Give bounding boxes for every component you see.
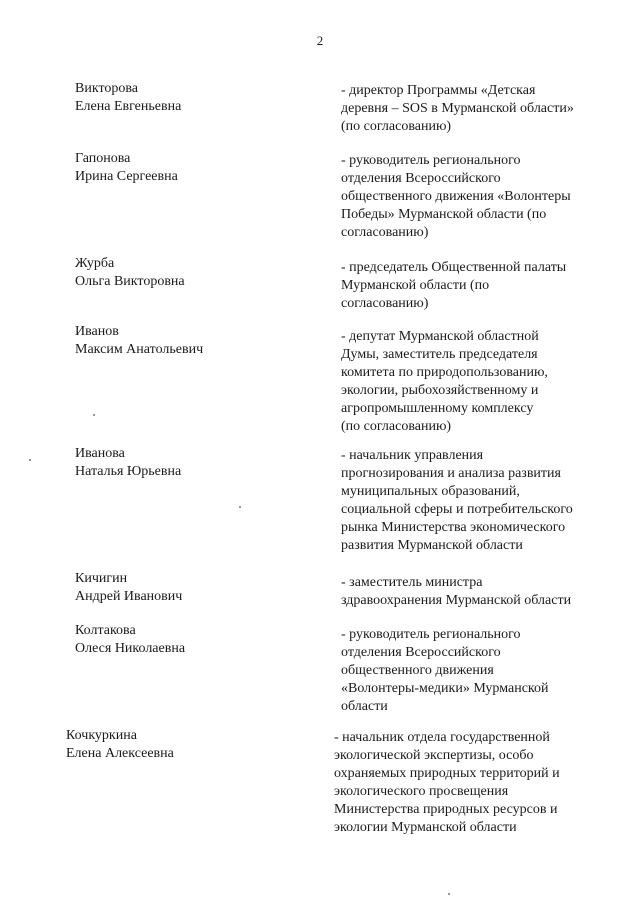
scan-speck [239, 506, 241, 508]
position-line: отделения Всероссийского [341, 645, 501, 660]
position-line: - начальник управления [341, 448, 484, 463]
position-line: социальной сферы и потребительского [341, 502, 573, 517]
position-line: - руководитель регионального [341, 153, 521, 168]
position-line: агропромышленному комплексу [341, 401, 534, 416]
surname: Иванова [75, 446, 125, 461]
position-line: общественного движения [341, 663, 494, 678]
member-name [66, 727, 296, 763]
given-names: Максим Анатольевич [75, 342, 204, 357]
member-name [75, 80, 305, 116]
surname: Гапонова [75, 151, 131, 166]
position-line: - директор Программы «Детская [341, 83, 536, 98]
position-line: согласованию) [341, 296, 429, 311]
position-line: Думы, заместитель председателя [341, 347, 538, 362]
position-line: экологии Мурманской области [334, 820, 517, 835]
given-names: Андрей Иванович [75, 589, 183, 604]
position-line: - руководитель регионального [341, 627, 521, 642]
surname: Кочкуркина [66, 728, 137, 743]
surname: Иванов [75, 324, 119, 339]
position-line: рынка Министерства экономического [341, 520, 566, 535]
position-line: экологической экспертизы, особо [334, 748, 534, 763]
position-line: (по согласованию) [341, 119, 452, 134]
position-line: общественного движения «Волонтеры [341, 189, 571, 204]
member-position [341, 574, 631, 610]
position-line: экологического просвещения [334, 784, 509, 799]
scan-speck [93, 414, 95, 416]
position-line: прогнозирования и анализа развития [341, 466, 561, 481]
member-name [75, 445, 305, 481]
surname: Викторова [75, 81, 139, 96]
given-names: Ирина Сергеевна [75, 169, 178, 184]
member-position [341, 328, 631, 436]
member-name [75, 150, 305, 186]
member-position [341, 82, 631, 136]
position-line: - начальник отдела государственной [334, 730, 550, 745]
member-position [341, 447, 631, 555]
surname: Кичигин [75, 571, 128, 586]
member-position [341, 152, 631, 242]
position-line: Победы» Мурманской области (по [341, 207, 547, 222]
position-line: развития Мурманской области [341, 538, 523, 553]
position-line: комитета по природопользованию, [341, 365, 548, 380]
member-name [75, 255, 305, 291]
position-line: согласованию) [341, 225, 429, 240]
scan-speck [29, 459, 31, 461]
member-name [75, 323, 305, 359]
member-position [341, 259, 631, 313]
member-position [341, 626, 631, 716]
position-line: деревня – SOS в Мурманской области» [341, 101, 574, 116]
position-line: - заместитель министра [341, 575, 483, 590]
position-line: Мурманской области (по [341, 278, 490, 293]
scan-speck [448, 893, 450, 895]
position-line: «Волонтеры-медики» Мурманской [341, 681, 549, 696]
position-line: муниципальных образований, [341, 484, 520, 499]
position-line: - депутат Мурманской областной [341, 329, 539, 344]
given-names: Ольга Викторовна [75, 274, 185, 289]
position-line: (по согласованию) [341, 419, 452, 434]
position-line: - председатель Общественной палаты [341, 260, 567, 275]
member-name [75, 622, 305, 658]
surname: Журба [75, 256, 115, 271]
position-line: области [341, 699, 388, 714]
page-number: 2 [316, 33, 324, 48]
position-line: здравоохранения Мурманской области [341, 593, 572, 608]
position-line: экологии, рыбохозяйственному и [341, 383, 539, 398]
member-position [334, 729, 624, 837]
surname: Колтакова [75, 623, 136, 638]
given-names: Елена Алексеевна [66, 746, 174, 761]
member-name [75, 570, 305, 606]
given-names: Наталья Юрьевна [75, 464, 182, 479]
position-line: Министерства природных ресурсов и [334, 802, 558, 817]
given-names: Олеся Николаевна [75, 641, 186, 656]
given-names: Елена Евгеньевна [75, 99, 182, 114]
position-line: отделения Всероссийского [341, 171, 501, 186]
position-line: охраняемых природных территорий и [334, 766, 560, 781]
